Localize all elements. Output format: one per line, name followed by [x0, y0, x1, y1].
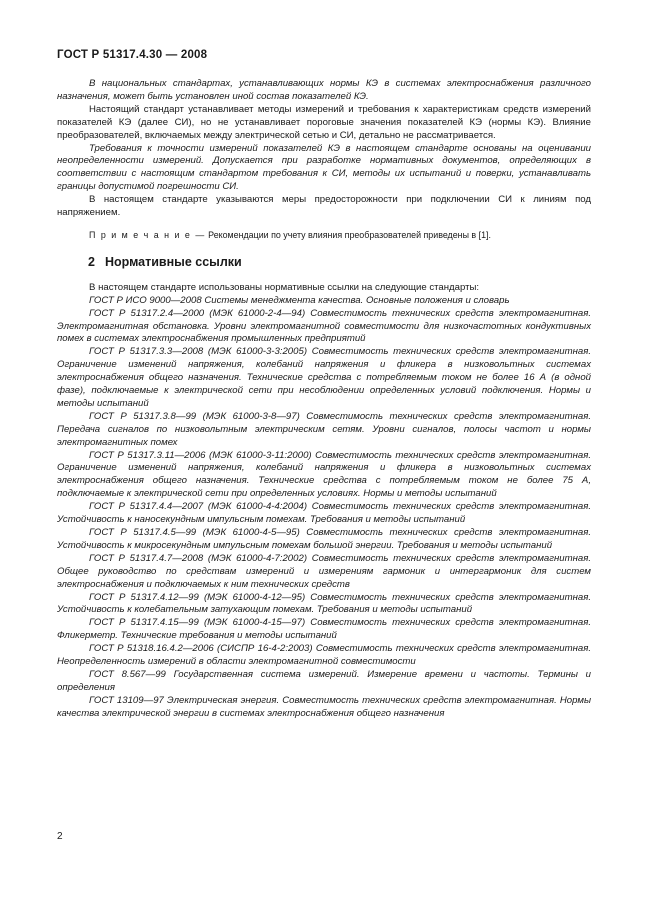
references-intro: В настоящем стандарте использованы нормативные ссылки на следующие стандарты:: [89, 281, 480, 293]
reference-item: ГОСТ Р ИСО 9000—2008 Системы менеджмента качества. Основные положения и словарь: [89, 294, 510, 306]
reference-item: ГОСТ Р 51317.3.11—2006 (МЭК 61000-3-11:2000) Совместимость технических средств электромагнитная. Ограничение изменений напряжения, колебаний напряжения и фликера в низковольтных системах электроснабжения общего назначения. Технические средства с потребляемым током не более 75 А, подключаемые к электрической сети при определенных условиях. Нормы и методы испытаний: [57, 449, 591, 500]
document-header: ГОСТ Р 51317.4.30 — 2008: [57, 49, 208, 61]
reference-item: ГОСТ 13109—97 Электрическая энергия. Совместимость технических средств электромагнитная. Нормы качества электрической энергии в системах электроснабжения общего назначения: [57, 694, 591, 719]
intro-paragraph-1: В национальных стандартах, устанавливающих нормы КЭ в системах электроснабжения различного назначения, может быть установлен иной состав показателей КЭ.: [57, 78, 591, 102]
intro-paragraph-3: Требования к точности измерений показателей КЭ в настоящем стандарте основаны на оценивании неопределенности измерений. Допускается при разработке нормативных документов, определяющих в соответствии с настоящим стандартом требования к СИ, методы их испытаний и поверки, устанавливать границы допустимой погрешности СИ.: [57, 142, 591, 193]
intro-paragraph-2: Настоящий стандарт устанавливает методы измерений и требования к характеристикам средств измерений показателей КЭ (далее СИ), но не устанавливает пороговые значения показателей КЭ (нормы КЭ). Влияние преобразователей, включаемых между электрической сетью и СИ, детально не рассматривается.: [57, 103, 591, 141]
reference-item: ГОСТ Р 51317.4.12—99 (МЭК 61000-4-12—95) Совместимость технических средств электромагнитная. Устойчивость к колебательным затухающим помехам. Требования и методы испытаний: [57, 591, 591, 616]
page-number: 2: [57, 831, 63, 842]
note-label: П р и м е ч а н и е —: [89, 229, 206, 240]
reference-item: ГОСТ Р 51317.4.7—2008 (МЭК 61000-4-7:2002) Совместимость технических средств электромагнитная. Общее руководство по средствам измерений и измерениям гармоник и интергармоник для систем электроснабжения и подключаемых к ним технических средств: [57, 552, 591, 590]
note: [57, 229, 591, 242]
reference-item: ГОСТ Р 51317.4.5—99 (МЭК 61000-4-5—95) Совместимость технических средств электромагнитная. Устойчивость к микросекундным импульсным помехам большой энергии. Требования и методы испытаний: [57, 527, 591, 551]
document-body: [57, 78, 591, 721]
reference-item: ГОСТ Р 51317.3.3—2008 (МЭК 61000-3-3:2005) Совместимость технических средств электромагнитная. Ограничение изменений напряжения, колебаний напряжения и фликера в низковольтных системах электроснабжения общего назначения. Технические средства с потребляемым током не более 16 А (в одной фазе), подключаемые к электрической сети при несоблюдении определенных условий подключения. Нормы и методы испытаний: [57, 346, 591, 409]
intro-paragraph-4: В настоящем стандарте указываются меры предосторожности при подключении СИ к линиям под напряжением.: [57, 194, 591, 219]
section-number: 2: [88, 254, 95, 269]
reference-item: ГОСТ Р 51317.3.8—99 (МЭК 61000-3-8—97) Совместимость технических средств электромагнитная. Передача сигналов по низковольтным электрическим сетям. Уровни сигналов, полосы частот и нормы электромагнитных помех: [57, 410, 591, 448]
reference-item: ГОСТ Р 51317.4.15—99 (МЭК 61000-4-15—97) Совместимость технических средств электромагнитная. Фликерметр. Технические требования и методы испытаний: [57, 617, 591, 642]
reference-item: ГОСТ Р 51318.16.4.2—2006 (СИСПР 16-4-2:2003) Совместимость технических средств электромагнитная. Неопределенность измерений в области электромагнитной совместимости: [57, 643, 591, 668]
reference-item: ГОСТ Р 51317.2.4—2000 (МЭК 61000-2-4—94) Совместимость технических средств электромагнитная. Электромагнитная обстановка. Уровни электромагнитной совместимости для низкочастотных кондуктивных помех в системах электроснабжения промышленных предприятий: [57, 307, 591, 345]
section-heading: [57, 256, 591, 269]
note-text: Рекомендации по учету влияния преобразователей приведены в [1].: [208, 229, 491, 240]
section-title: Нормативные ссылки: [104, 254, 242, 269]
reference-item: ГОСТ 8.567—99 Государственная система измерений. Измерение времени и частоты. Термины и определения: [57, 668, 591, 693]
reference-item: ГОСТ Р 51317.4.4—2007 (МЭК 61000-4-4:2004) Совместимость технических средств электромагнитная. Устойчивость к наносекундным импульсным помехам. Требования и методы испытаний: [57, 501, 591, 526]
